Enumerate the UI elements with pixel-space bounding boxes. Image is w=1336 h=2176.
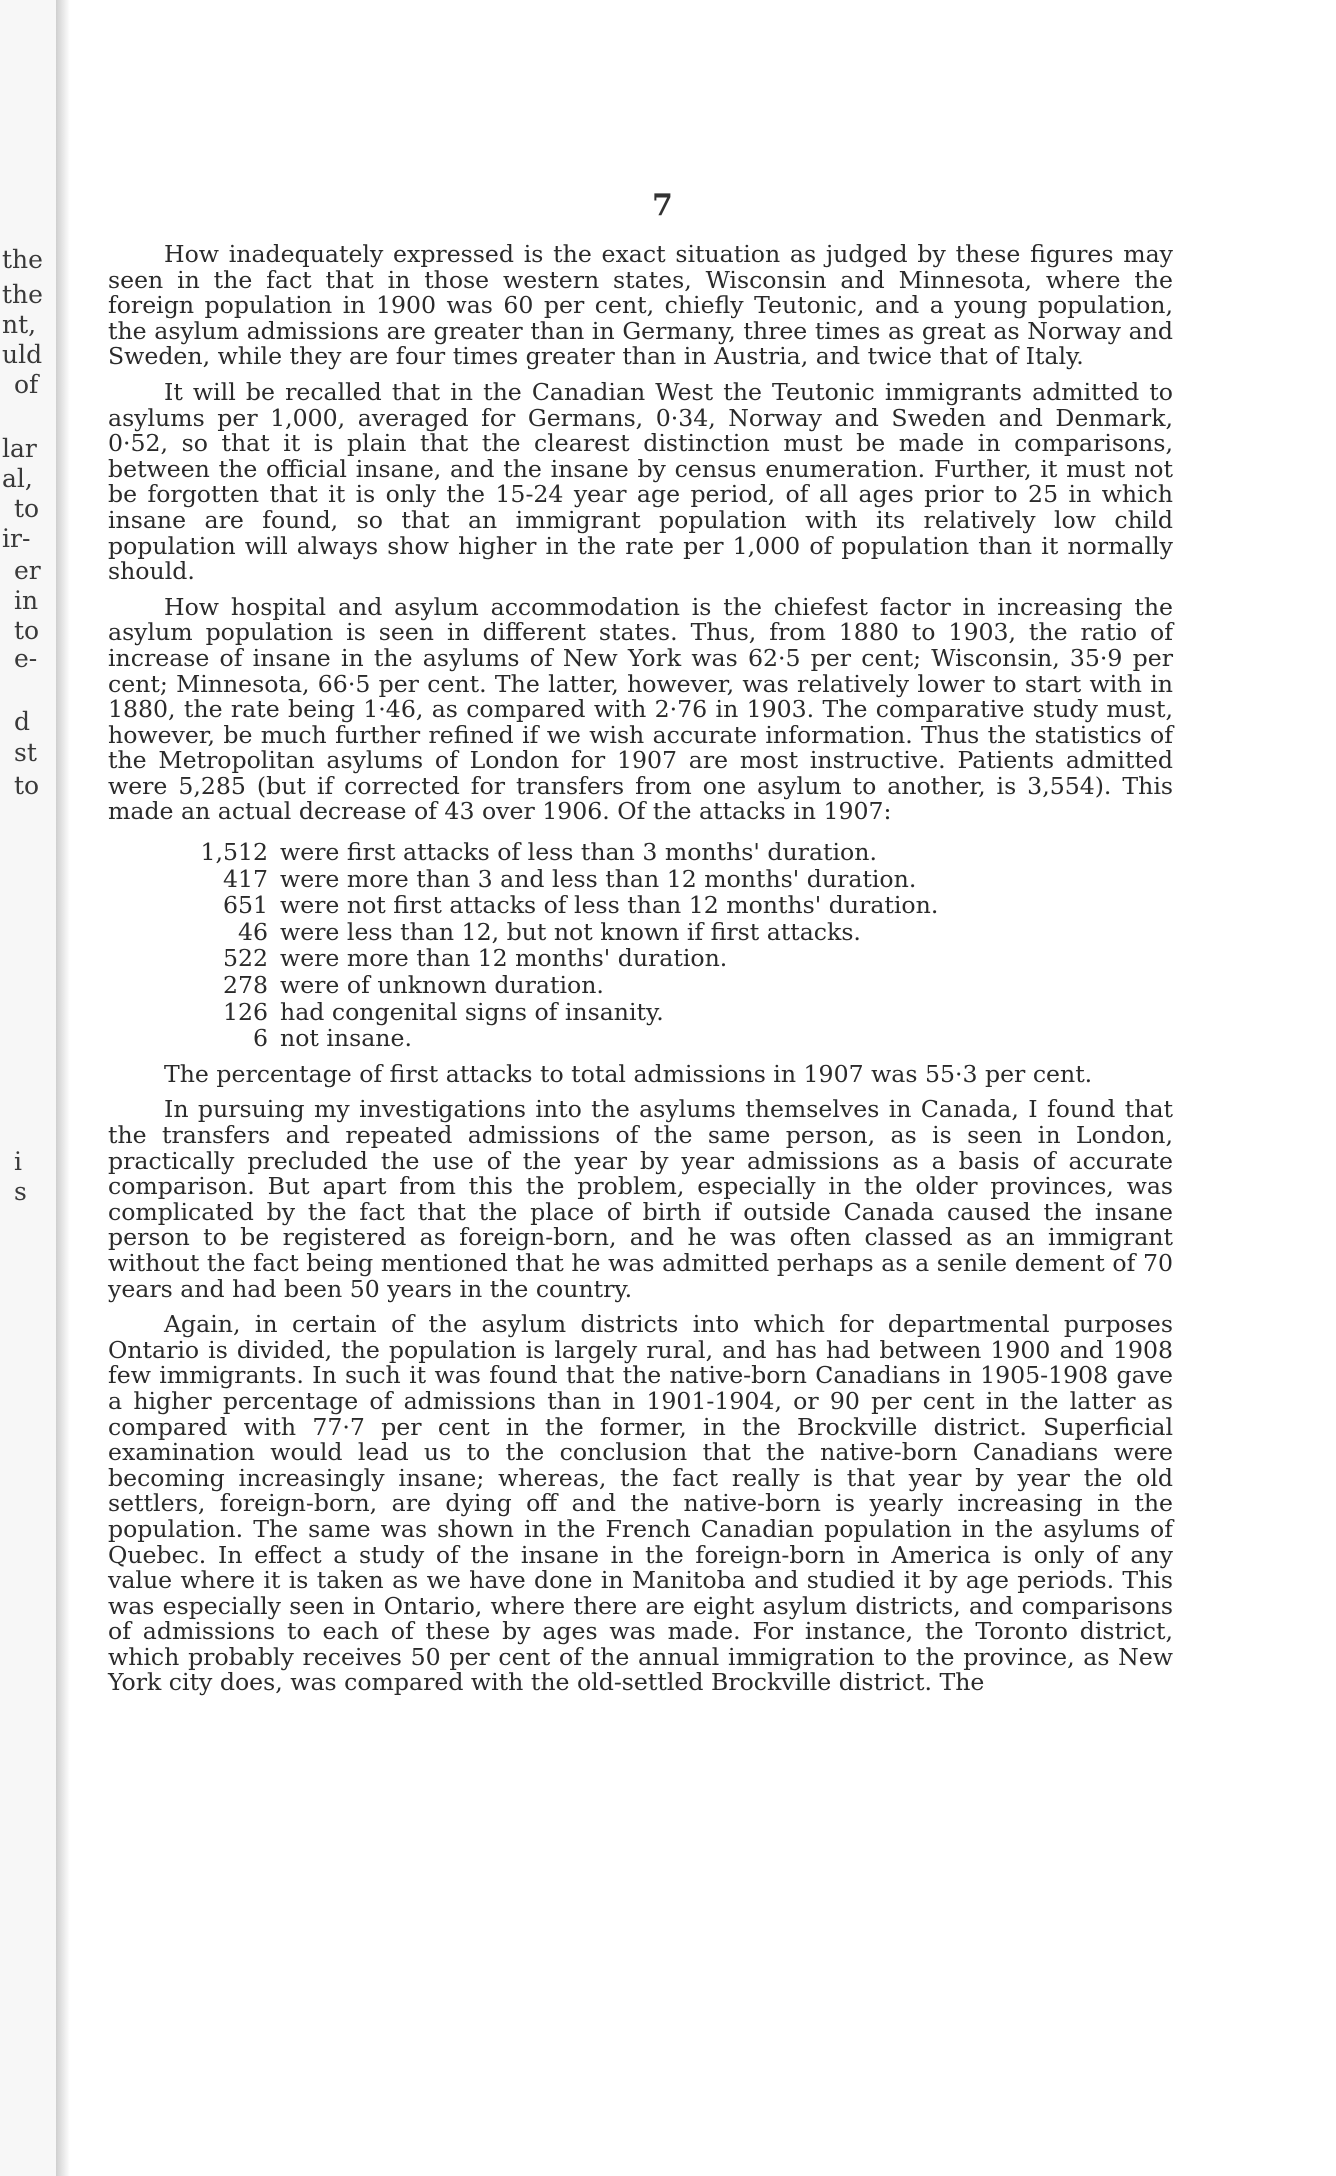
margin-fragment: of xyxy=(14,370,39,399)
page-body xyxy=(108,242,1173,1706)
list-item xyxy=(108,866,1173,893)
stat-text: were first attacks of less than 3 months' duration. xyxy=(280,838,877,867)
stat-text: were of unknown duration. xyxy=(280,971,604,1000)
page-number: 7 xyxy=(652,188,673,223)
margin-fragment: the xyxy=(2,245,43,274)
margin-fragment: ir- xyxy=(2,524,31,553)
previous-page-margin xyxy=(0,0,56,2176)
margin-fragment: uld xyxy=(2,340,43,369)
paragraph-3: How hospital and asylum accommodation is the chiefest factor in increasing the asylum population is seen in different states. Thus, from 1880 to 1903, the ratio of increase of insane in the asylums of New York was 62·5 per cent; Wisconsin, 35·9 per cent; Minnesota, 66·5 per cent. The latter, however, was relatively lower to start with in 1880, the rate being 1·46, as compared with 2·76 in 1903. The comparative study must, however, be much further refined if we wish accurate information. Thus the statistics of the Metropolitan asylums of London for 1907 are most instructive. Patients admitted were 5,285 (but if corrected for transfers from one asylum to another, is 3,554). This made an actual decrease of 43 over 1906. Of the attacks in 1907: xyxy=(108,592,1173,826)
stat-number: 278 xyxy=(222,971,268,1000)
paragraph-4: The percentage of first attacks to total admissions in 1907 was 55·3 per cent. xyxy=(164,1059,1093,1088)
stat-number: 1,512 xyxy=(200,838,268,867)
stat-text: were more than 12 months' duration. xyxy=(280,944,728,973)
paragraph-5: In pursuing my investigations into the asylums themselves in Canada, I found that the transfers and repeated admissions of the same person, as is seen in London, practically precluded the use of the year by year admissions as a basis of accurate comparison. But apart from this the problem, especially in the older provinces, was complicated by the fact that the place of birth if outside Canada caused the insane person to be registered as foreign-born, and he was often classed as an immigrant without the fact being mentioned that he was admitted perhaps as a senile dement of 70 years and had been 50 years in the country. xyxy=(108,1095,1173,1303)
list-item xyxy=(108,919,1173,946)
stat-number: 6 xyxy=(252,1024,268,1053)
stat-number: 522 xyxy=(222,944,268,973)
list-item xyxy=(108,1025,1173,1052)
stat-text: were more than 3 and less than 12 months' duration. xyxy=(280,864,917,893)
margin-fragment: to xyxy=(14,494,40,523)
margin-fragment: in xyxy=(14,586,39,615)
margin-fragment: lar xyxy=(2,434,37,463)
stat-number: 126 xyxy=(222,997,268,1026)
stat-text: not insane. xyxy=(280,1024,412,1053)
paragraph-2: It will be recalled that in the Canadian West the Teutonic immigrants admitted to asylums per 1,000, averaged for Germans, 0·34, Norway and Sweden and Denmark, 0·52, so that it is plain that the clearest distinction must be made in comparisons, between the official insane, and the insane by census enumeration. Further, it must not be forgotten that it is only the 15-24 year age period, of all ages prior to 25 in which insane are found, so that an immigrant population with its relatively low child population will always show higher in the rate per 1,000 of population than it normally should. xyxy=(108,377,1173,586)
list-item xyxy=(108,999,1173,1026)
margin-fragment: to xyxy=(14,771,40,800)
stat-number: 417 xyxy=(222,864,268,893)
margin-fragment: st xyxy=(14,738,37,767)
stat-text: were not first attacks of less than 12 months' duration. xyxy=(280,891,939,920)
attack-statistics-list xyxy=(108,839,1173,1052)
margin-fragment: i xyxy=(14,1147,22,1176)
stat-number: 46 xyxy=(237,917,268,946)
list-item xyxy=(108,972,1173,999)
paragraph-1: How inadequately expressed is the exact situation as judged by these figures may seen in the fact that in those western states, Wisconsin and Minnesota, where the foreign population in 1900 was 60 per cent, chiefly Teutonic, and a young population, the asylum admissions are greater than in Germany, three times as great as Norway and Sweden, while they are four times greater than in Austria, and twice that of Italy. xyxy=(108,240,1173,371)
margin-fragment: s xyxy=(14,1177,27,1206)
page-gutter-shadow xyxy=(56,0,70,2176)
margin-fragment: nt, xyxy=(2,310,37,339)
list-item xyxy=(108,892,1173,919)
margin-fragment: to xyxy=(14,616,40,645)
margin-fragment: er xyxy=(14,556,41,585)
stat-text: had congenital signs of insanity. xyxy=(280,997,664,1026)
list-item xyxy=(108,839,1173,866)
margin-fragment: d xyxy=(14,707,31,736)
stat-number: 651 xyxy=(222,891,268,920)
list-item xyxy=(108,945,1173,972)
paragraph-6: Again, in certain of the asylum districts into which for departmental purposes Ontario is divided, the population is largely rural, and has had between 1900 and 1908 few immigrants. In such it was found that the native-born Canadians in 1905-1908 gave a higher percentage of admissions than in 1901-1904, or 90 per cent in the latter as compared with 77·7 per cent in the former, in the Brockville district. Superficial examination would lead us to the conclusion that the native-born Canadians were becoming increasingly insane; whereas, the fact really is that year by year the old settlers, foreign-born, are dying off and the native-born is yearly increasing in the population. The same was shown in the French Canadian population in the asylums of Quebec. In effect a study of the insane in the foreign-born in America is only of any value where it is taken as we have done in Manitoba and studied it by age periods. This was especially seen in Ontario, where there are eight asylum districts, and comparisons of admissions to each of these by ages was made. For instance, the Toronto district, which probably receives 50 per cent of the annual immigration to the province, as New York city does, was compared with the old-settled Brockville district. The xyxy=(108,1310,1173,1697)
margin-fragment: al, xyxy=(2,464,33,493)
margin-fragment: the xyxy=(2,280,43,309)
margin-fragment: e- xyxy=(14,644,38,673)
stat-text: were less than 12, but not known if first attacks. xyxy=(280,917,861,946)
